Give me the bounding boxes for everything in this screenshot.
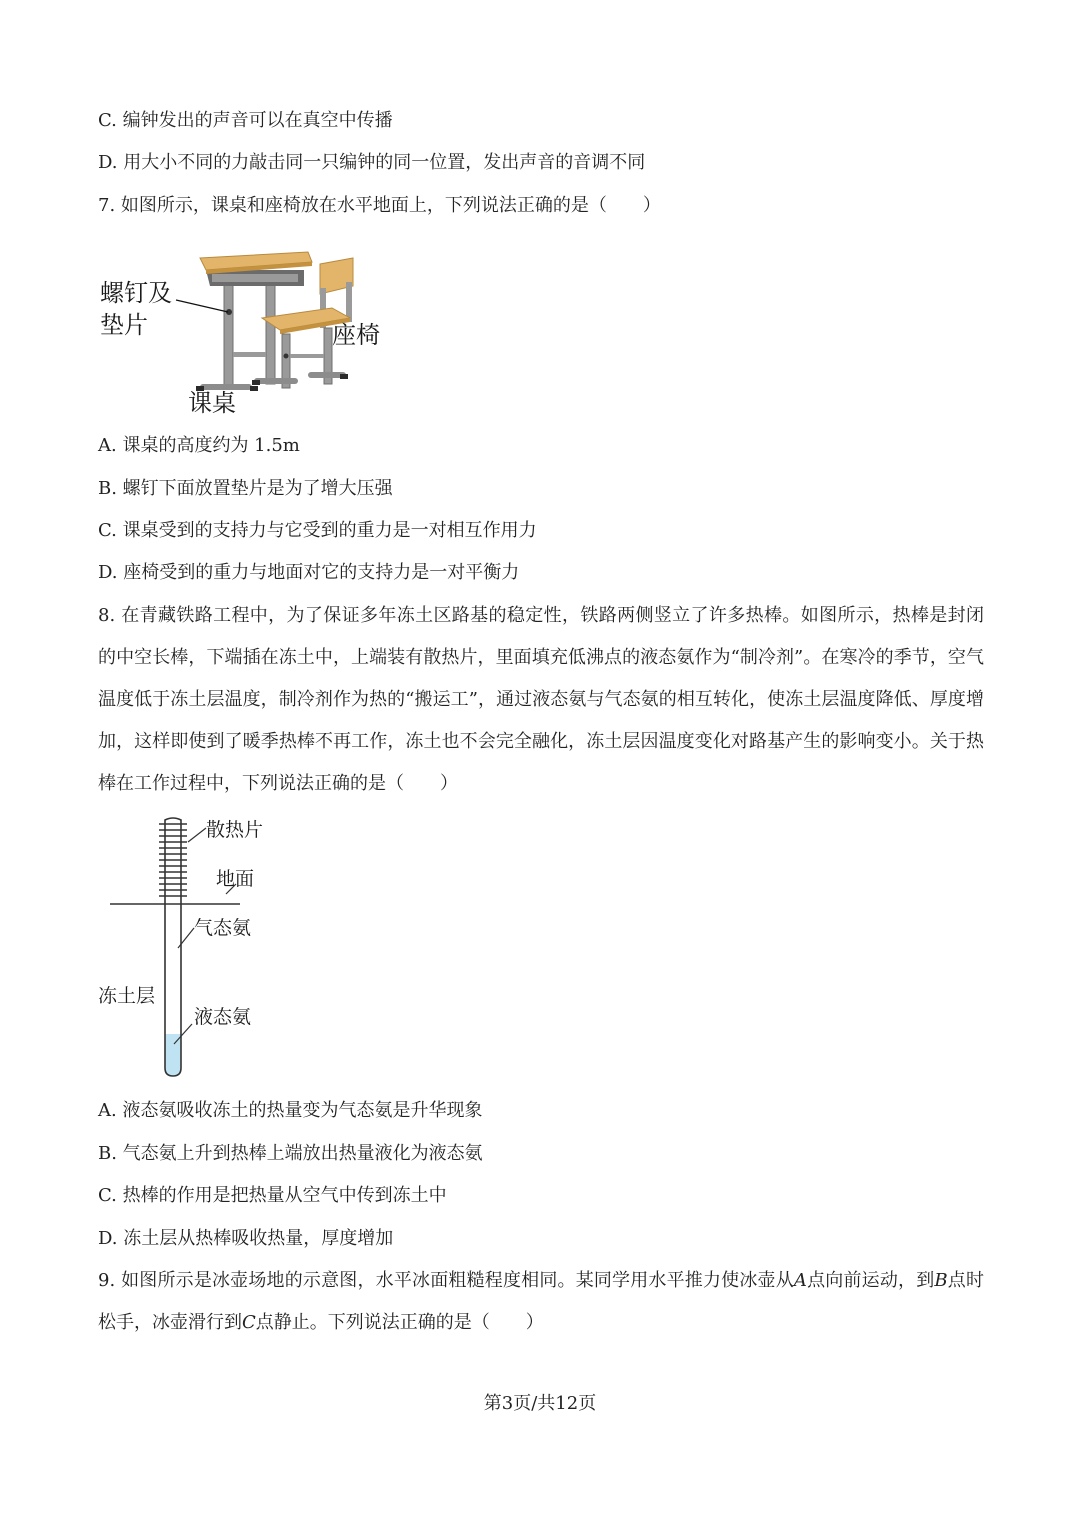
q7-option-b: B. 螺钉下面放置垫片是为了增大压强	[98, 478, 393, 499]
q9-text-1: 9. 如图所示是冰壶场地的示意图，水平冰面粗糙程度相同。某同学用水平推力使冰壶从	[98, 1270, 794, 1291]
q6-option-c: C. 编钟发出的声音可以在真空中传播	[98, 110, 393, 131]
q7-option-a: A. 课桌的高度约为 1.5m	[98, 435, 300, 456]
label-gaseous-ammonia: 气态氨	[194, 917, 252, 939]
label-desk: 课桌	[188, 389, 236, 417]
q9-point-b: B	[934, 1270, 948, 1291]
label-ground: 地面	[216, 868, 255, 890]
q9-text-2: 点向前运动，到	[806, 1270, 935, 1291]
q8-stem: 8. 在青藏铁路工程中，为了保证多年冻土区路基的稳定性，铁路两侧竖立了许多热棒。如图所示，热棒是封闭的中空长棒，下端插在冻土中，上端装有散热片，里面填充低沸点的液态氨作为“制冷剂”。在寒冷的季节，空气温度低于冻土层温度，制冷剂作为热的“搬运工”，通过液态氨与气态氨的相互转化，使冻土层温度降低、厚度增加，这样即使到了暖季热棒不再工作，冻土也不会完全融化，冻土层因温度变化对路基产生的影响变小。关于热棒在工作过程中，下列说法正确的是（ ）	[98, 605, 984, 794]
label-liquid-ammonia: 液态氨	[194, 1006, 252, 1028]
q9-stem	[98, 1260, 984, 1344]
desk-chair-figure	[96, 240, 396, 420]
q7-option-d: D. 座椅受到的重力与地面对它的支持力是一对平衡力	[98, 562, 520, 583]
q9-point-a: A	[793, 1270, 807, 1291]
label-screw-washer-2: 垫片	[100, 311, 148, 339]
q8-option-c: C. 热棒的作用是把热量从空气中传到冻土中	[98, 1185, 447, 1206]
label-screw-washer-1: 螺钉及	[100, 279, 172, 307]
page-footer: 第3页/共12页	[483, 1393, 597, 1414]
q8-option-b: B. 气态氨上升到热棒上端放出热量液化为液态氨	[98, 1143, 483, 1164]
q6-option-d: D. 用大小不同的力敲击同一只编钟的同一位置，发出声音的音调不同	[98, 152, 646, 173]
q9-text-4: 点静止。下列说法正确的是（ ）	[255, 1312, 544, 1333]
label-chair: 座椅	[332, 321, 380, 349]
label-permafrost-layer: 冻土层	[98, 985, 156, 1007]
heat-pipe-illustration	[96, 812, 296, 1084]
q7-option-c: C. 课桌受到的支持力与它受到的重力是一对相互作用力	[98, 520, 537, 541]
q8-option-a: A. 液态氨吸收冻土的热量变为气态氨是升华现象	[98, 1100, 483, 1121]
q9-point-c: C	[242, 1312, 256, 1333]
q8-option-d: D. 冻土层从热棒吸收热量，厚度增加	[98, 1228, 394, 1249]
heat-pipe-figure	[96, 812, 296, 1084]
q9-text-3: 点时松手，冰壶滑行到	[98, 1270, 984, 1333]
q7-stem: 7. 如图所示，课桌和座椅放在水平地面上，下列说法正确的是（ ）	[98, 195, 661, 216]
label-fins: 散热片	[206, 819, 264, 841]
